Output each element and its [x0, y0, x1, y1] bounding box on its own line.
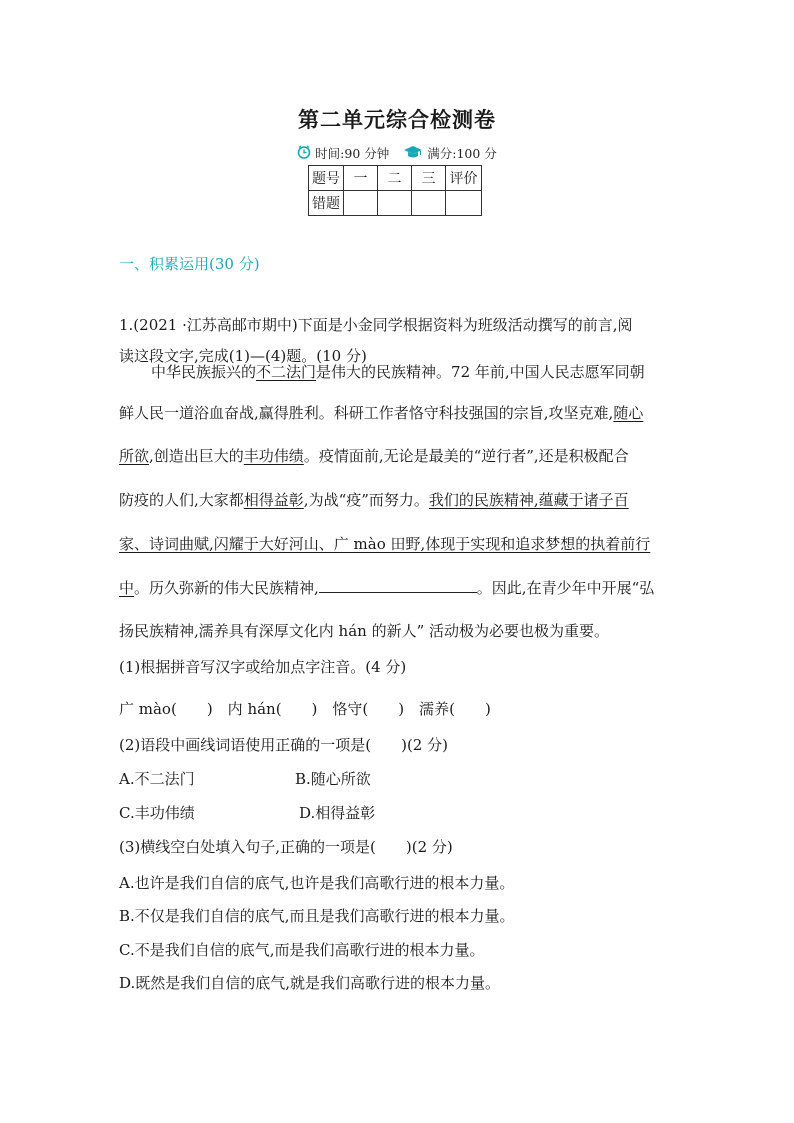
score-table: [308, 165, 482, 216]
table-row: [309, 166, 482, 191]
table-row: [309, 191, 482, 216]
time-label: 时间:90 分钟: [315, 146, 390, 161]
exam-meta: [0, 144, 794, 162]
option-row: [119, 768, 679, 788]
question-stem: 1.(2021 ·江苏高邮市期中)下面是小金同学根据资料为班级活动撰写的前言,阅: [119, 316, 633, 334]
table-cell: 一: [344, 166, 378, 191]
table-cell-empty: [446, 191, 482, 216]
option-d[interactable]: D.相得益彰: [299, 804, 376, 822]
underlined-term: 丰功伟绩: [243, 447, 304, 465]
table-cell-empty: [378, 191, 412, 216]
passage-line: 中华民族振兴的不二法门是伟大的民族精神。72 年前,中国人民志愿军同朝: [151, 363, 645, 381]
underlined-term: 所欲: [119, 447, 150, 465]
underlined-term: 随心: [613, 404, 644, 422]
underlined-sentence: 家、诗词曲赋,闪耀于大好河山、广 mào 田野,体现于实现和追求梦想的执着前行: [119, 535, 651, 553]
passage-line: 中。历久弥新的伟大民族精神, 。因此,在青少年中开展“弘: [119, 579, 655, 597]
score-label: 满分:100 分: [427, 146, 497, 161]
option-b[interactable]: B.不仅是我们自信的底气,而且是我们高歌行进的根本力量。: [119, 907, 515, 925]
passage-line: 所欲,创造出巨大的丰功伟绩。疫情面前,无论是最美的“逆行者”,还是积极配合: [119, 447, 629, 465]
option-c[interactable]: C.不是我们自信的底气,而是我们高歌行进的根本力量。: [119, 941, 485, 959]
option-b[interactable]: B.随心所欲: [295, 770, 371, 788]
passage-line: 扬民族精神,濡养具有深厚文化内 hán 的新人” 活动极为必要也极为重要。: [119, 622, 610, 640]
option-row: [119, 802, 679, 822]
table-cell-empty: [412, 191, 446, 216]
option-a[interactable]: A.也许是我们自信的底气,也许是我们高歌行进的根本力量。: [119, 874, 515, 892]
fill-in-line[interactable]: 广 mào( ) 内 hán( ) 恪守( ) 濡养( ): [119, 700, 491, 718]
table-cell: 二: [378, 166, 412, 191]
sub-question: (2)语段中画线词语使用正确的一项是( )(2 分): [119, 736, 448, 754]
fill-blank[interactable]: [319, 578, 477, 593]
underlined-sentence: 中: [119, 579, 135, 597]
table-cell: 评价: [446, 166, 482, 191]
sub-question: (3)横线空白处填入句子,正确的一项是( )(2 分): [119, 838, 453, 856]
option-c[interactable]: C.丰功伟绩: [119, 804, 195, 822]
underlined-term: 不二法门: [256, 363, 317, 381]
underlined-sentence: 我们的民族精神,蕴藏于诸子百: [428, 491, 629, 509]
table-cell: 三: [412, 166, 446, 191]
passage-line: 防疫的人们,大家都相得益彰,为战“疫”而努力。我们的民族精神,蕴藏于诸子百: [119, 491, 629, 509]
passage-line: 鲜人民一道浴血奋战,赢得胜利。科研工作者恪守科技强国的宗旨,攻坚克难,随心: [119, 404, 644, 422]
table-cell: 错题: [309, 191, 344, 216]
clock-icon: [297, 145, 311, 162]
graduation-cap-icon: [403, 145, 423, 162]
question-stem: 读这段文字,完成(1)—(4)题。(10 分): [119, 347, 367, 365]
passage-line: [119, 533, 650, 554]
underlined-term: 相得益彰: [243, 491, 304, 509]
option-d[interactable]: D.既然是我们自信的底气,就是我们高歌行进的根本力量。: [119, 974, 501, 992]
section-heading: 一、积累运用(30 分): [119, 255, 260, 273]
sub-question: (1)根据拼音写汉字或给加点字注音。(4 分): [119, 658, 407, 676]
option-a[interactable]: A.不二法门: [119, 770, 195, 788]
page-title: 第二单元综合检测卷: [298, 107, 496, 132]
table-cell: 题号: [309, 166, 344, 191]
table-cell-empty: [344, 191, 378, 216]
